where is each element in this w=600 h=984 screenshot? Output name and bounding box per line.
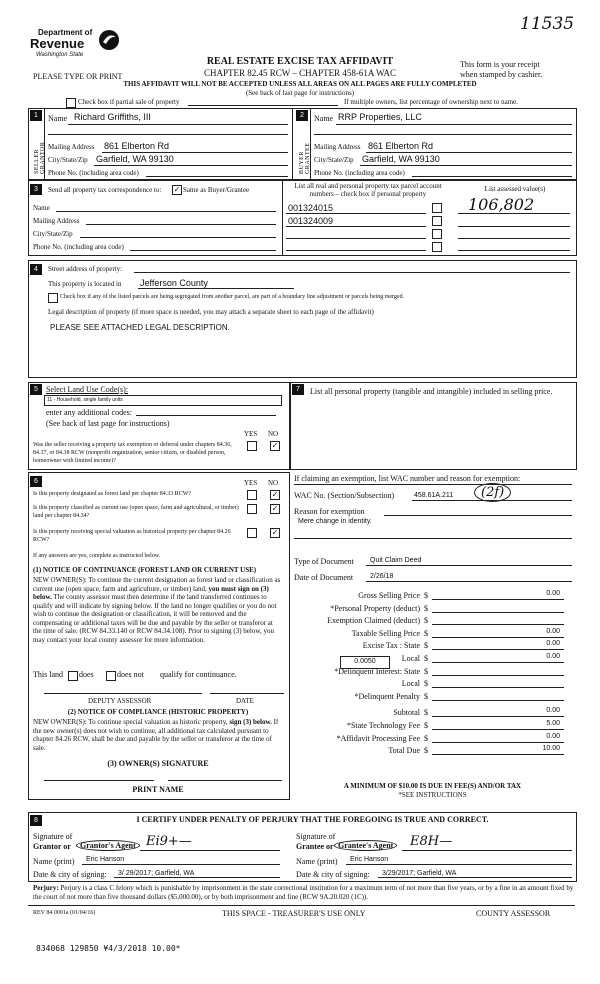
grantor-date-value[interactable]: 3/ 29/2017; Garfield, WA xyxy=(118,870,195,877)
partial-sale-checkbox[interactable] xyxy=(66,98,76,108)
seller-address-value[interactable]: 861 Elberton Rd xyxy=(104,141,170,151)
grantor-sig-label: Signature of xyxy=(33,832,73,841)
notice-2-title: (2) NOTICE OF COMPLIANCE (HISTORIC PROPERTY) xyxy=(67,708,249,716)
tax-row-value[interactable]: 0.00 xyxy=(546,640,560,648)
grantor-name-value[interactable]: Eric Hanson xyxy=(86,856,125,863)
segregated-checkbox[interactable] xyxy=(48,293,58,303)
buyer-name-label: Name xyxy=(314,114,334,123)
notice-2-text xyxy=(33,718,283,752)
reason-label: Reason for exemption xyxy=(294,507,365,516)
notice-1-text-b: The county assessor must then determine if the land transferred continues to qualify and will indicate by signing below. If the land no longer qualifies or you do not wish to continue the designation or classification, it will be removed and the compensating or additional taxes will be due and payable by the seller or transferor at the time of sale. (RCW 84.33.140 or RCW 84.34.108). Prior to signing (3) below, you may contact your local county assessor for more information. xyxy=(33,593,277,644)
tax-row-value[interactable]: 5.00 xyxy=(546,720,560,727)
tax-row-value[interactable]: 0.00 xyxy=(546,707,560,715)
grantee-agent-label: Grantee's Agent xyxy=(334,840,397,851)
notice-1-text-a: NEW OWNER(S): To continue the current designation as forest land or classification as current use (open space, farm and agriculture, or timber) land, xyxy=(33,576,281,593)
dor-swirl-icon xyxy=(96,28,122,52)
receipt-note-2: when stamped by cashier. xyxy=(460,70,543,79)
same-as-buyer-checkbox[interactable]: ✓ xyxy=(173,185,181,194)
date-label-6: DATE xyxy=(236,697,254,705)
historic-question: Is this property receiving special valuation as historical property per chapter 84.26 RCW? xyxy=(33,529,231,543)
does-checkbox[interactable] xyxy=(68,671,78,681)
located-in-label: This property is located in xyxy=(48,280,122,288)
section-7-number: 7 xyxy=(292,384,304,395)
tax-row-label: *Delinquent Interest: State xyxy=(334,666,420,676)
seller-city-label: City/State/Zip xyxy=(48,156,88,164)
tax-row-label: Gross Selling Price xyxy=(358,591,420,600)
see-instructions: *SEE INSTRUCTIONS xyxy=(398,791,467,799)
receipt-note-1: This form is your receipt xyxy=(460,60,540,69)
tax-row-dollar: $ xyxy=(424,666,428,676)
tax-row-label: Exemption Claimed (deduct) xyxy=(327,616,420,626)
notice-1-bold: you must sign on (3) below. xyxy=(33,584,269,601)
perjury-text: Perjury is a class C felony which is punishable by imprisonment in the state correctional institution for a maximum term of not more than five years, or by a fine in an amount fixed by the court of not more than five thousand dollars ($5,000.00), or by both imprisonment and fine (RCW 9A.20.020 (1C)). xyxy=(33,884,574,901)
corr-phone-label: Phone No. (including area code) xyxy=(33,243,124,251)
grantor-signature[interactable]: Ei9+— xyxy=(146,834,192,849)
corr-city-label: City/State/Zip xyxy=(33,230,73,238)
section-3-number: 3 xyxy=(30,184,42,195)
seller-name-label: Name xyxy=(48,114,68,123)
see-back-5: (See back of last page for instructions) xyxy=(46,419,170,428)
additional-codes-label: enter any additional codes: xyxy=(46,408,132,417)
notice-2-bold: sign (3) below. xyxy=(229,718,272,726)
notice-2-text-a: NEW OWNER(S): To continue special valuation as historic property, xyxy=(33,718,228,726)
no-header-6: NO xyxy=(268,479,279,487)
notice-1-text xyxy=(33,576,283,644)
tax-row-label: *State Technology Fee xyxy=(346,721,420,730)
parcel-1-value[interactable]: 001324015 xyxy=(288,203,334,213)
corr-name-label: Name xyxy=(33,204,50,212)
form-subtitle: CHAPTER 82.45 RCW – CHAPTER 458-61A WAC xyxy=(204,68,396,78)
tax-row-dollar: $ xyxy=(424,654,428,663)
tax-row-label: Local xyxy=(401,679,420,689)
tax-row-value[interactable]: 0.00 xyxy=(546,590,560,597)
buyer-city-value[interactable]: Garfield, WA 99130 xyxy=(362,154,440,164)
parcel-4-personal-checkbox[interactable] xyxy=(432,242,442,252)
doc-type-label: Type of Document xyxy=(294,557,354,566)
notice-1-title: (1) NOTICE OF CONTINUANCE (FOREST LAND OR CURRENT USE) xyxy=(33,566,257,574)
street-address-label: Street address of property: xyxy=(48,265,123,273)
dept-line2: Revenue xyxy=(30,36,85,51)
tax-row-label: Local xyxy=(401,654,420,663)
tax-row-dollar: $ xyxy=(424,679,428,689)
current-use-question: Is this property classified as current use (open space, farm and agricultural, or timber) land per chapter 84.34? xyxy=(33,505,239,519)
section-1-number: 1 xyxy=(30,110,42,121)
seller-phone-label: Phone No. (including area code) xyxy=(48,169,139,177)
reason-value[interactable]: Mere change in identity. xyxy=(298,518,372,525)
certify-statement: I CERTIFY UNDER PENALTY OF PERJURY THAT THE FOREGOING IS TRUE AND CORRECT. xyxy=(136,815,489,824)
grantee-date-label: Date & city of signing: xyxy=(296,870,370,879)
personal-property-label: List all personal property (tangible and intangible) included in selling price. xyxy=(310,387,553,396)
tax-row-value[interactable]: 0.00 xyxy=(546,653,560,660)
grantor-date-label: Date & city of signing: xyxy=(33,870,107,879)
local-rate-value: 0.0050 xyxy=(354,658,376,665)
section-5-number: 5 xyxy=(30,384,42,395)
tax-row-value[interactable]: 0.00 xyxy=(546,627,560,635)
local-rate-box[interactable] xyxy=(340,656,390,669)
tax-row-dollar: $ xyxy=(424,708,428,718)
seller-side-label: SELLER GRANTOR xyxy=(34,141,46,174)
section-4-block xyxy=(28,260,577,378)
doc-date-value[interactable]: 2/26/18 xyxy=(370,573,394,580)
no-header-5: NO xyxy=(268,430,279,438)
parcel-1-personal-checkbox[interactable] xyxy=(432,203,442,213)
does-label: does xyxy=(79,670,94,679)
form-number: REV 84 0001a (01/04/16) xyxy=(33,910,96,916)
yes-header-6: YES xyxy=(244,479,258,487)
doc-type-value[interactable]: Quit Claim Deed xyxy=(370,557,422,564)
multiple-owners-note: If multiple owners, list percentage of ownership next to name. xyxy=(344,98,518,106)
tax-row-dollar: $ xyxy=(424,616,428,626)
buyer-phone-label: Phone No. (including area code) xyxy=(314,169,405,177)
parcel-2-value[interactable]: 001324009 xyxy=(288,216,334,226)
if-yes-note: If any answers are yes, complete as instructed below. xyxy=(33,553,161,559)
seller-city-value[interactable]: Garfield, WA 99130 xyxy=(96,154,174,164)
grantor-or-label: Grantor or xyxy=(33,842,71,851)
grantee-name-value[interactable]: Eric Hanson xyxy=(350,856,389,863)
seller-name-value[interactable]: Richard Griffiths, III xyxy=(74,112,151,122)
form-title: REAL ESTATE EXCISE TAX AFFIDAVIT xyxy=(206,56,394,67)
historic-yes-checkbox[interactable] xyxy=(247,528,257,538)
grantee-signature[interactable]: E8H— xyxy=(410,834,453,849)
located-in-value[interactable]: Jefferson County xyxy=(140,278,208,288)
forest-land-question: Is this property designated as forest land per chapter 84.33 RCW? xyxy=(33,491,192,497)
section-6-number: 6 xyxy=(30,476,42,487)
grantor-name-label: Name (print) xyxy=(33,857,75,866)
print-name-label: PRINT NAME xyxy=(132,785,184,794)
exemption-no-checkbox[interactable]: ✓ xyxy=(271,441,279,450)
tax-row-dollar: $ xyxy=(424,591,428,600)
owner-signature-label: (3) OWNER(S) SIGNATURE xyxy=(107,759,209,768)
historic-no-checkbox[interactable]: ✓ xyxy=(271,528,279,537)
legal-desc-label: Legal description of property (if more space is needed, you may attach a separate sheet to each page of the affidavit) xyxy=(48,308,374,316)
grantee-date-value[interactable]: 3/29/2017; Garfield, WA xyxy=(382,870,457,877)
please-type: PLEASE TYPE OR PRINT xyxy=(33,72,123,81)
wac-handwritten-note: (2f) xyxy=(474,483,511,502)
doc-date-label: Date of Document xyxy=(294,573,354,582)
tax-row-dollar: $ xyxy=(424,628,428,638)
assessed-header: List assessed value(s) xyxy=(484,185,546,193)
exemption-claim-label: If claiming an exemption, list WAC number and reason for exemption: xyxy=(294,474,521,483)
legal-desc-value[interactable]: PLEASE SEE ATTACHED LEGAL DESCRIPTION. xyxy=(50,323,230,332)
assessed-value[interactable]: 106,802 xyxy=(468,195,535,214)
parcel-3-personal-checkbox[interactable] xyxy=(432,229,442,239)
notice-2-text-b: If the new owner(s) does not wish to continue, all additional tax calculated pursuant to chapter 84.26 RCW, shall be due and payable by the seller or transferor at the time of sale. xyxy=(33,718,279,752)
tax-row-value[interactable]: 10.00 xyxy=(542,745,560,753)
grantee-name-label: Name (print) xyxy=(296,857,338,866)
current-use-no-checkbox[interactable]: ✓ xyxy=(271,504,279,513)
tax-row-label: Total Due xyxy=(388,746,420,756)
parcel-2-personal-checkbox[interactable] xyxy=(432,216,442,226)
warning-text: THIS AFFIDAVIT WILL NOT BE ACCEPTED UNLESS ALL AREAS ON ALL PAGES ARE FULLY COMPLETED xyxy=(123,80,477,88)
forest-yes-checkbox[interactable] xyxy=(247,490,257,500)
tax-row-label: *Delinquent Penalty xyxy=(354,691,420,701)
tax-row-label: *Affidavit Processing Fee xyxy=(336,733,420,743)
segregated-label: Check box if any of the listed parcels are being segregated from another parcel, are part of a boundary line adjustment or parcels being merged. xyxy=(60,294,405,300)
tax-row-label: Subtotal xyxy=(393,708,420,718)
land-use-value: 11 - Household, single family units xyxy=(47,397,123,403)
qualify-label: qualify for continuance. xyxy=(160,670,237,679)
current-use-yes-checkbox[interactable] xyxy=(247,504,257,514)
forest-no-checkbox[interactable]: ✓ xyxy=(271,490,279,499)
land-use-label: Select Land Use Code(s): xyxy=(46,385,128,394)
buyer-city-label: City/State/Zip xyxy=(314,156,354,164)
exemption-yes-checkbox[interactable] xyxy=(247,441,257,451)
tax-row-dollar: $ xyxy=(424,746,428,756)
buyer-address-label: Mailing Address xyxy=(314,143,361,151)
tax-row-dollar: $ xyxy=(424,733,428,743)
tax-row-dollar: $ xyxy=(424,603,428,613)
land-use-select[interactable] xyxy=(44,395,282,406)
send-correspondence-label: Send all property tax correspondence to: xyxy=(48,186,162,194)
tax-row-dollar: $ xyxy=(424,721,428,730)
minimum-note: A MINIMUM OF $10.00 IS DUE IN FEE(S) AND/OR TAX xyxy=(343,782,522,790)
tax-row-dollar: $ xyxy=(424,641,428,651)
dept-line1: Department of xyxy=(38,28,93,37)
tax-row-label: *Personal Property (deduct) xyxy=(330,603,420,613)
same-as-buyer-label: Same as Buyer/Grantee xyxy=(183,186,250,194)
see-back-note: (See back of last page for instructions) xyxy=(245,89,355,97)
wac-value[interactable]: 458.61A.211 xyxy=(414,492,454,499)
does-not-label: does not xyxy=(117,670,144,679)
tax-row-dollar: $ xyxy=(424,691,428,701)
exemption-question: Was the seller receiving a property tax exemption or deferral under chapters 84.36, 84.37, or 84.38 RCW (nonprofit organization, senior citizen, or disabled person, homeowner with limited income)? xyxy=(33,442,232,464)
deputy-assessor-label: DEPUTY ASSESSOR xyxy=(88,697,152,705)
tax-row-label: Taxable Selling Price xyxy=(351,628,420,638)
corr-address-label: Mailing Address xyxy=(33,217,80,225)
grantor-agent-label: Grantor's Agent xyxy=(76,840,140,851)
buyer-name-value[interactable]: RRP Properties, LLC xyxy=(338,112,422,122)
partial-sale-label: Check box if partial sale of property xyxy=(78,98,180,106)
handwritten-id: 11535 xyxy=(520,14,575,34)
section-2-number: 2 xyxy=(296,110,308,121)
dept-line3: Washington State xyxy=(36,52,84,58)
treasurer-use: THIS SPACE - TREASURER'S USE ONLY xyxy=(222,909,366,918)
this-land-label: This land xyxy=(33,670,63,679)
buyer-side-label: BUYER GRANTEE xyxy=(299,142,311,174)
section-4-number: 4 xyxy=(30,264,42,275)
cashier-stamp: 834068 129850 ¥4/3/2018 10.00* xyxy=(36,944,181,953)
county-assessor: COUNTY ASSESSOR xyxy=(476,909,551,918)
seller-address-label: Mailing Address xyxy=(48,143,95,151)
section-8-number: 8 xyxy=(30,815,42,826)
perjury-bold: Perjury: xyxy=(33,884,59,892)
grantee-sig-label: Signature of xyxy=(296,832,336,841)
grantee-or-label: Grantee or xyxy=(296,842,334,851)
wac-label: WAC No. (Section/Subsection) xyxy=(294,491,395,500)
perjury-note xyxy=(33,884,575,902)
buyer-address-value[interactable]: 861 Elberton Rd xyxy=(368,141,434,151)
tax-row-label: Excise Tax : State xyxy=(362,641,420,651)
tax-row-value[interactable]: 0.00 xyxy=(546,732,560,740)
parcel-header: List all real and personal property tax parcel account numbers – check box if personal property xyxy=(294,182,442,198)
does-not-checkbox[interactable] xyxy=(106,671,116,681)
yes-header-5: YES xyxy=(244,430,258,438)
